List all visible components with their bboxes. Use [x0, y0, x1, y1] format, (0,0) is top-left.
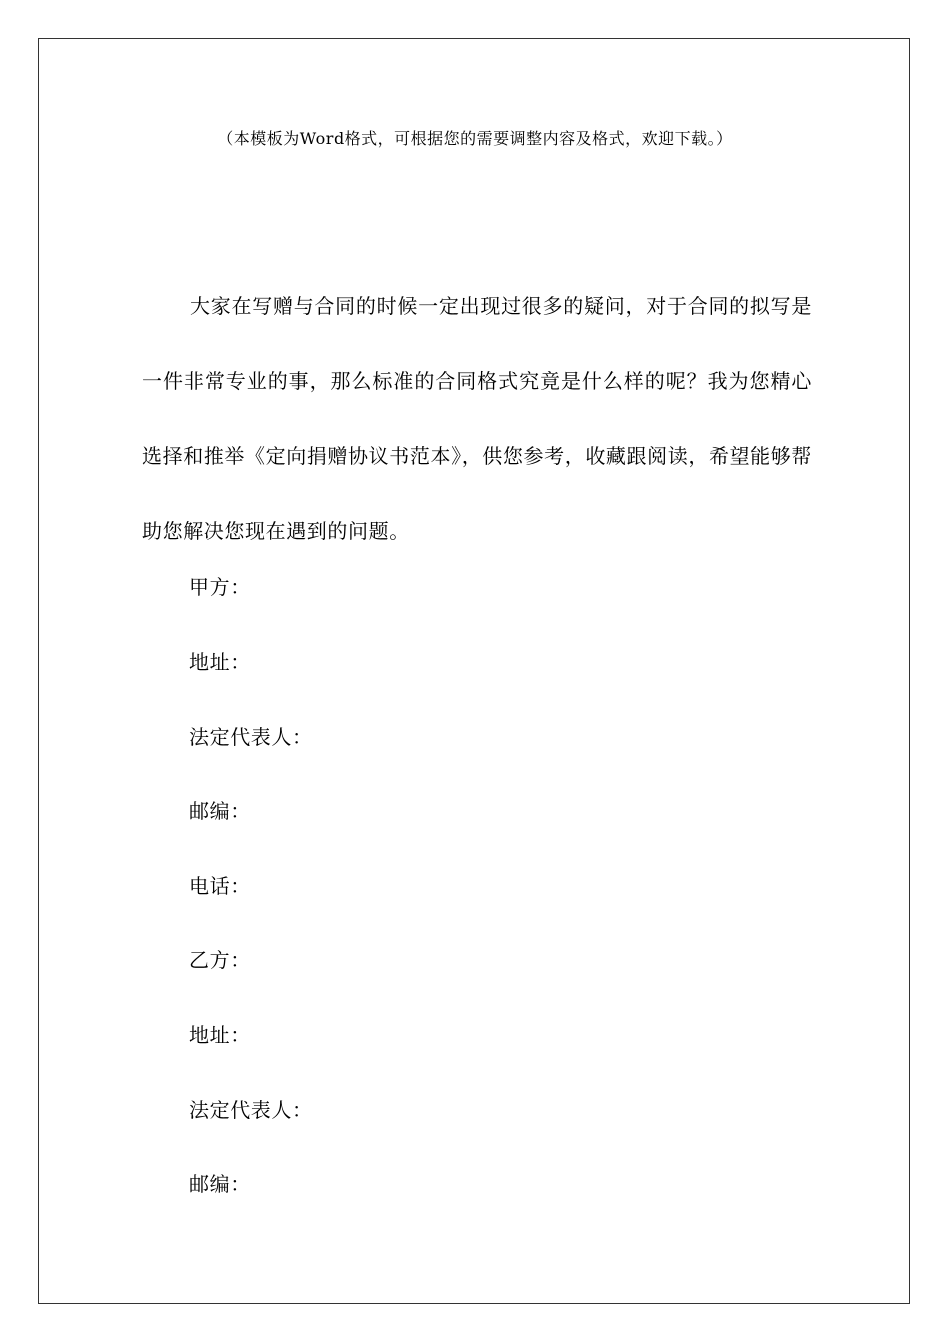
party-b-label: 乙方：: [189, 948, 251, 972]
party-a-postcode-label: 邮编：: [189, 799, 251, 823]
party-a-legal-rep-label: 法定代表人：: [189, 725, 313, 749]
intro-paragraph: 大家在写赠与合同的时候一定出现过很多的疑问，对于合同的拟写是一件非常专业的事，那么标准的合同格式究竟是什么样的呢？我为您精心选择和推举《定向捐赠协议书范本》，供您参考，收藏跟阅读，希望能够帮助您解决您现在遇到的问题。: [142, 294, 812, 543]
template-note: （本模板为Word格式，可根据您的需要调整内容及格式，欢迎下载。）: [217, 129, 733, 148]
party-b-address-label: 地址：: [189, 1023, 251, 1047]
page-border: [38, 38, 910, 1304]
party-a-address-label: 地址：: [189, 650, 251, 674]
party-b-postcode-label: 邮编：: [189, 1172, 251, 1196]
party-a-label: 甲方：: [189, 575, 251, 599]
party-a-phone-label: 电话：: [189, 874, 251, 898]
party-b-legal-rep-label: 法定代表人：: [189, 1098, 313, 1122]
